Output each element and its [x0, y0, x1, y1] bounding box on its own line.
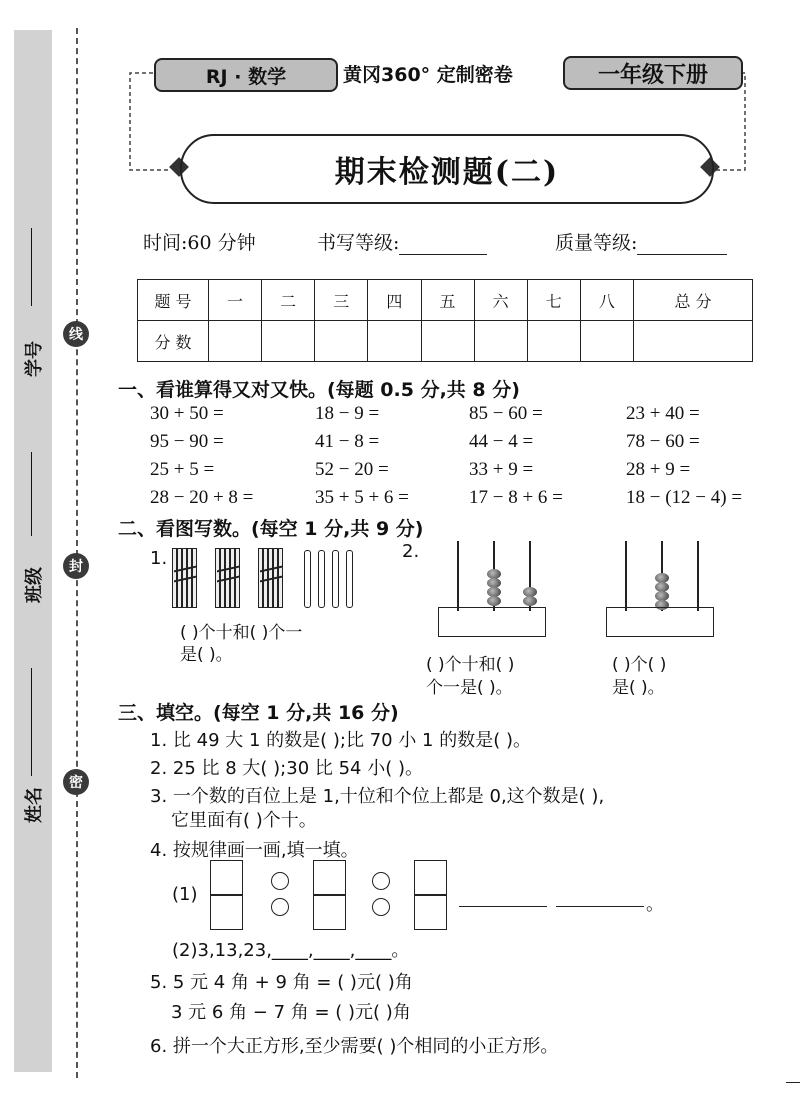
- q3-1: 1. 比 49 大 1 的数是( );比 70 小 1 的数是( )。: [150, 730, 531, 751]
- score-label: 分 数: [138, 321, 209, 362]
- q3-3-line2: 它里面有( )个十。: [171, 810, 317, 831]
- calc-item: 41 − 8 =: [315, 431, 380, 452]
- score-table-value-row: [138, 321, 753, 362]
- score-cell[interactable]: [527, 321, 580, 362]
- score-col-2: 二: [262, 280, 315, 321]
- q3-5-line1: 5. 5 元 4 角 + 9 角 = ( )元( )角: [150, 972, 413, 993]
- binding-margin: [14, 30, 52, 1072]
- abacus-a: [438, 541, 548, 639]
- q2-2a-line2: 个一是( )。: [426, 678, 513, 698]
- score-cell[interactable]: [580, 321, 633, 362]
- page-edge-mark: [786, 1082, 800, 1083]
- single-stick-icon: [332, 550, 339, 608]
- score-col-1: 一: [209, 280, 262, 321]
- q2-2-number: 2.: [402, 541, 420, 562]
- calc-item: 78 − 60 =: [626, 431, 700, 452]
- calc-item: 33 + 9 =: [469, 459, 534, 480]
- q3-4: 4. 按规律画一画,填一填。: [150, 840, 359, 861]
- score-col-5: 五: [421, 280, 474, 321]
- q2-2b-line2: 是( )。: [612, 678, 665, 698]
- score-col-3: 三: [315, 280, 368, 321]
- score-cell[interactable]: [262, 321, 315, 362]
- class-line: [31, 452, 32, 536]
- section2-title: 二、看图写数。(每空 1 分,共 9 分): [118, 518, 424, 540]
- section3-title: 三、填空。(每空 1 分,共 16 分): [118, 702, 399, 724]
- calc-item: 23 + 40 =: [626, 403, 700, 424]
- q3-4-1-end: 。: [646, 894, 664, 915]
- writing-grade: [317, 228, 487, 255]
- writing-grade-label: 书写等级:: [317, 232, 400, 254]
- calc-item: 85 − 60 =: [469, 403, 543, 424]
- writing-grade-blank[interactable]: [399, 232, 487, 255]
- calc-item: 25 + 5 =: [150, 459, 215, 480]
- q3-4-2: (2)3,13,23,____,____,____。: [172, 940, 410, 961]
- q2-1-line2: 是( )。: [180, 645, 233, 665]
- grade-pill: 一年级下册: [563, 56, 743, 90]
- q3-2: 2. 25 比 8 大( );30 比 54 小( )。: [150, 758, 423, 779]
- pattern-circle: [372, 898, 390, 916]
- pattern-tall-rectangle: [313, 860, 347, 932]
- calc-item: 28 − 20 + 8 =: [150, 487, 254, 508]
- exam-title: 期末检测题(二): [180, 134, 714, 204]
- calc-item: 95 − 90 =: [150, 431, 224, 452]
- calc-item: 52 − 20 =: [315, 459, 389, 480]
- name-label: 姓名: [24, 787, 45, 823]
- stick-bundle-icon: [258, 548, 286, 610]
- q2-2b-line1: ( )个( ): [612, 655, 667, 675]
- single-stick-icon: [304, 550, 311, 608]
- single-stick-icon: [346, 550, 353, 608]
- pattern-answer-blank[interactable]: [556, 906, 644, 907]
- score-table-header-row: [138, 280, 753, 321]
- score-cell[interactable]: [421, 321, 474, 362]
- section1-title: 一、看谁算得又对又快。(每题 0.5 分,共 8 分): [118, 379, 520, 401]
- q3-6: 6. 拼一个大正方形,至少需要( )个相同的小正方形。: [150, 1036, 559, 1057]
- subject-pill: RJ · 数学: [154, 58, 338, 92]
- time-info: 时间:60 分钟: [143, 232, 256, 254]
- pattern-tall-rectangle: [210, 860, 244, 932]
- seal-secret-mark: 密: [63, 769, 89, 795]
- score-col-4: 四: [368, 280, 421, 321]
- student-id-line: [31, 228, 32, 306]
- stick-bundle-icon: [215, 548, 243, 610]
- name-line: [31, 668, 32, 776]
- pattern-answer-blank[interactable]: [459, 906, 547, 907]
- single-stick-icon: [318, 550, 325, 608]
- score-cell[interactable]: [634, 321, 753, 362]
- quality-grade-label: 质量等级:: [555, 232, 638, 254]
- seal-line-mark: 线: [63, 321, 89, 347]
- pattern-circle: [271, 872, 289, 890]
- score-cell[interactable]: [315, 321, 368, 362]
- seal-seal-mark: 封: [63, 553, 89, 579]
- series-title: 黄冈360° 定制密卷: [343, 64, 513, 86]
- q3-4-1-label: (1): [172, 884, 198, 905]
- q2-1-number: 1.: [150, 548, 168, 569]
- pattern-circle: [271, 898, 289, 916]
- question-number-label: 题 号: [138, 280, 209, 321]
- q2-1-line1: ( )个十和( )个一: [180, 623, 303, 643]
- score-col-total: 总 分: [634, 280, 753, 321]
- pattern-tall-rectangle: [414, 860, 448, 932]
- class-label: 班级: [24, 567, 45, 603]
- score-col-6: 六: [474, 280, 527, 321]
- quality-grade-blank[interactable]: [637, 232, 727, 255]
- q3-3-line1: 3. 一个数的百位上是 1,十位和个位上都是 0,这个数是( ),: [150, 786, 605, 807]
- score-col-7: 七: [527, 280, 580, 321]
- calc-item: 35 + 5 + 6 =: [315, 487, 409, 508]
- calc-item: 18 − 9 =: [315, 403, 380, 424]
- q3-5-line2: 3 元 6 角 − 7 角 = ( )元( )角: [171, 1002, 411, 1023]
- calc-item: 28 + 9 =: [626, 459, 691, 480]
- score-cell[interactable]: [474, 321, 527, 362]
- student-id-label: 学号: [24, 341, 45, 377]
- calc-item: 18 − (12 − 4) =: [626, 487, 743, 508]
- calc-item: 30 + 50 =: [150, 403, 224, 424]
- score-table: [137, 279, 753, 362]
- stick-bundle-icon: [172, 548, 200, 610]
- calc-item: 44 − 4 =: [469, 431, 534, 452]
- q2-2a-line1: ( )个十和( ): [426, 655, 515, 675]
- quality-grade: [555, 228, 727, 255]
- score-col-8: 八: [580, 280, 633, 321]
- calc-item: 17 − 8 + 6 =: [469, 487, 563, 508]
- score-cell[interactable]: [209, 321, 262, 362]
- score-cell[interactable]: [368, 321, 421, 362]
- abacus-b: [606, 541, 716, 639]
- pattern-circle: [372, 872, 390, 890]
